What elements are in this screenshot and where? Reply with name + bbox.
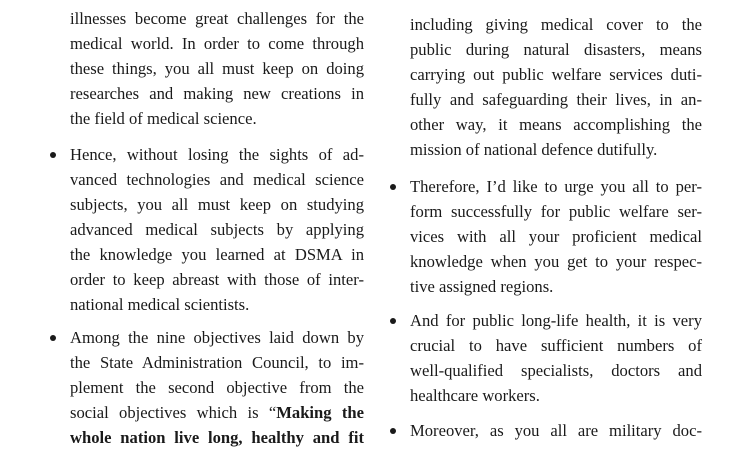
text-line: subjects, you all must keep on studying <box>70 195 364 214</box>
text-line: including giving medical cover to the <box>410 15 702 34</box>
bullet-icon <box>390 184 396 190</box>
bullet-paragraph <box>70 142 364 317</box>
bullet-icon <box>390 428 396 434</box>
text-line: advanced medical subjects by applying <box>70 220 364 239</box>
text-line: medical world. In order to come through <box>70 34 364 53</box>
text-line: the knowledge you learned at DSMA in <box>70 245 364 264</box>
text-line: carrying out public welfare services duti- <box>410 65 702 84</box>
bullet-paragraph <box>410 174 702 299</box>
bullet-icon <box>50 152 56 158</box>
text-line: healthcare workers. <box>410 386 540 405</box>
text-line: the State Administration Council, to im- <box>70 353 364 372</box>
text-line: Among the nine objectives laid down by <box>70 328 364 347</box>
text-line: mission of national defence dutifully. <box>410 140 658 159</box>
text-line: public during natural disasters, means <box>410 40 702 59</box>
paragraph <box>70 6 364 131</box>
text-line: Hence, without losing the sights of ad- <box>70 145 364 164</box>
text-line: crucial to have sufficient numbers of <box>410 336 702 355</box>
text-line: national medical scientists. <box>70 295 250 314</box>
text-line: fully and safeguarding their lives, in an- <box>410 90 702 109</box>
text-line: vices with all your proficient medical <box>410 227 702 246</box>
bullet-icon <box>50 335 56 341</box>
text-line: other way, it means accomplishing the <box>410 115 702 134</box>
text-line: form successfully for public welfare ser- <box>410 202 702 221</box>
bold-text-line: whole nation live long, healthy and fit <box>70 428 364 447</box>
text-segment: social objectives which is “ <box>70 403 277 422</box>
text-line: these things, you all must keep on doing <box>70 59 364 78</box>
text-line <box>70 400 364 425</box>
bullet-icon <box>390 318 396 324</box>
bold-text: Making the <box>276 403 364 422</box>
text-line: the field of medical science. <box>70 109 257 128</box>
text-line: researches and making new creations in <box>70 84 364 103</box>
paragraph <box>410 12 702 162</box>
text-line: vanced technologies and medical science <box>70 170 364 189</box>
text-line: well-qualified specialists, doctors and <box>410 361 702 380</box>
text-line: Therefore, I’d like to urge you all to per- <box>410 177 702 196</box>
bullet-paragraph <box>70 325 364 450</box>
text-line: illnesses become great challenges for the <box>70 9 364 28</box>
text-line: tive assigned regions. <box>410 277 554 296</box>
bullet-paragraph <box>410 308 702 408</box>
text-line: knowledge when you get to your respec- <box>410 252 702 271</box>
bullet-paragraph <box>410 418 702 443</box>
text-line: And for public long-life health, it is very <box>410 311 702 330</box>
text-line: plement the second objective from the <box>70 378 364 397</box>
text-line: order to keep abreast with those of inter- <box>70 270 364 289</box>
text-line: Moreover, as you all are military doc- <box>410 421 702 440</box>
